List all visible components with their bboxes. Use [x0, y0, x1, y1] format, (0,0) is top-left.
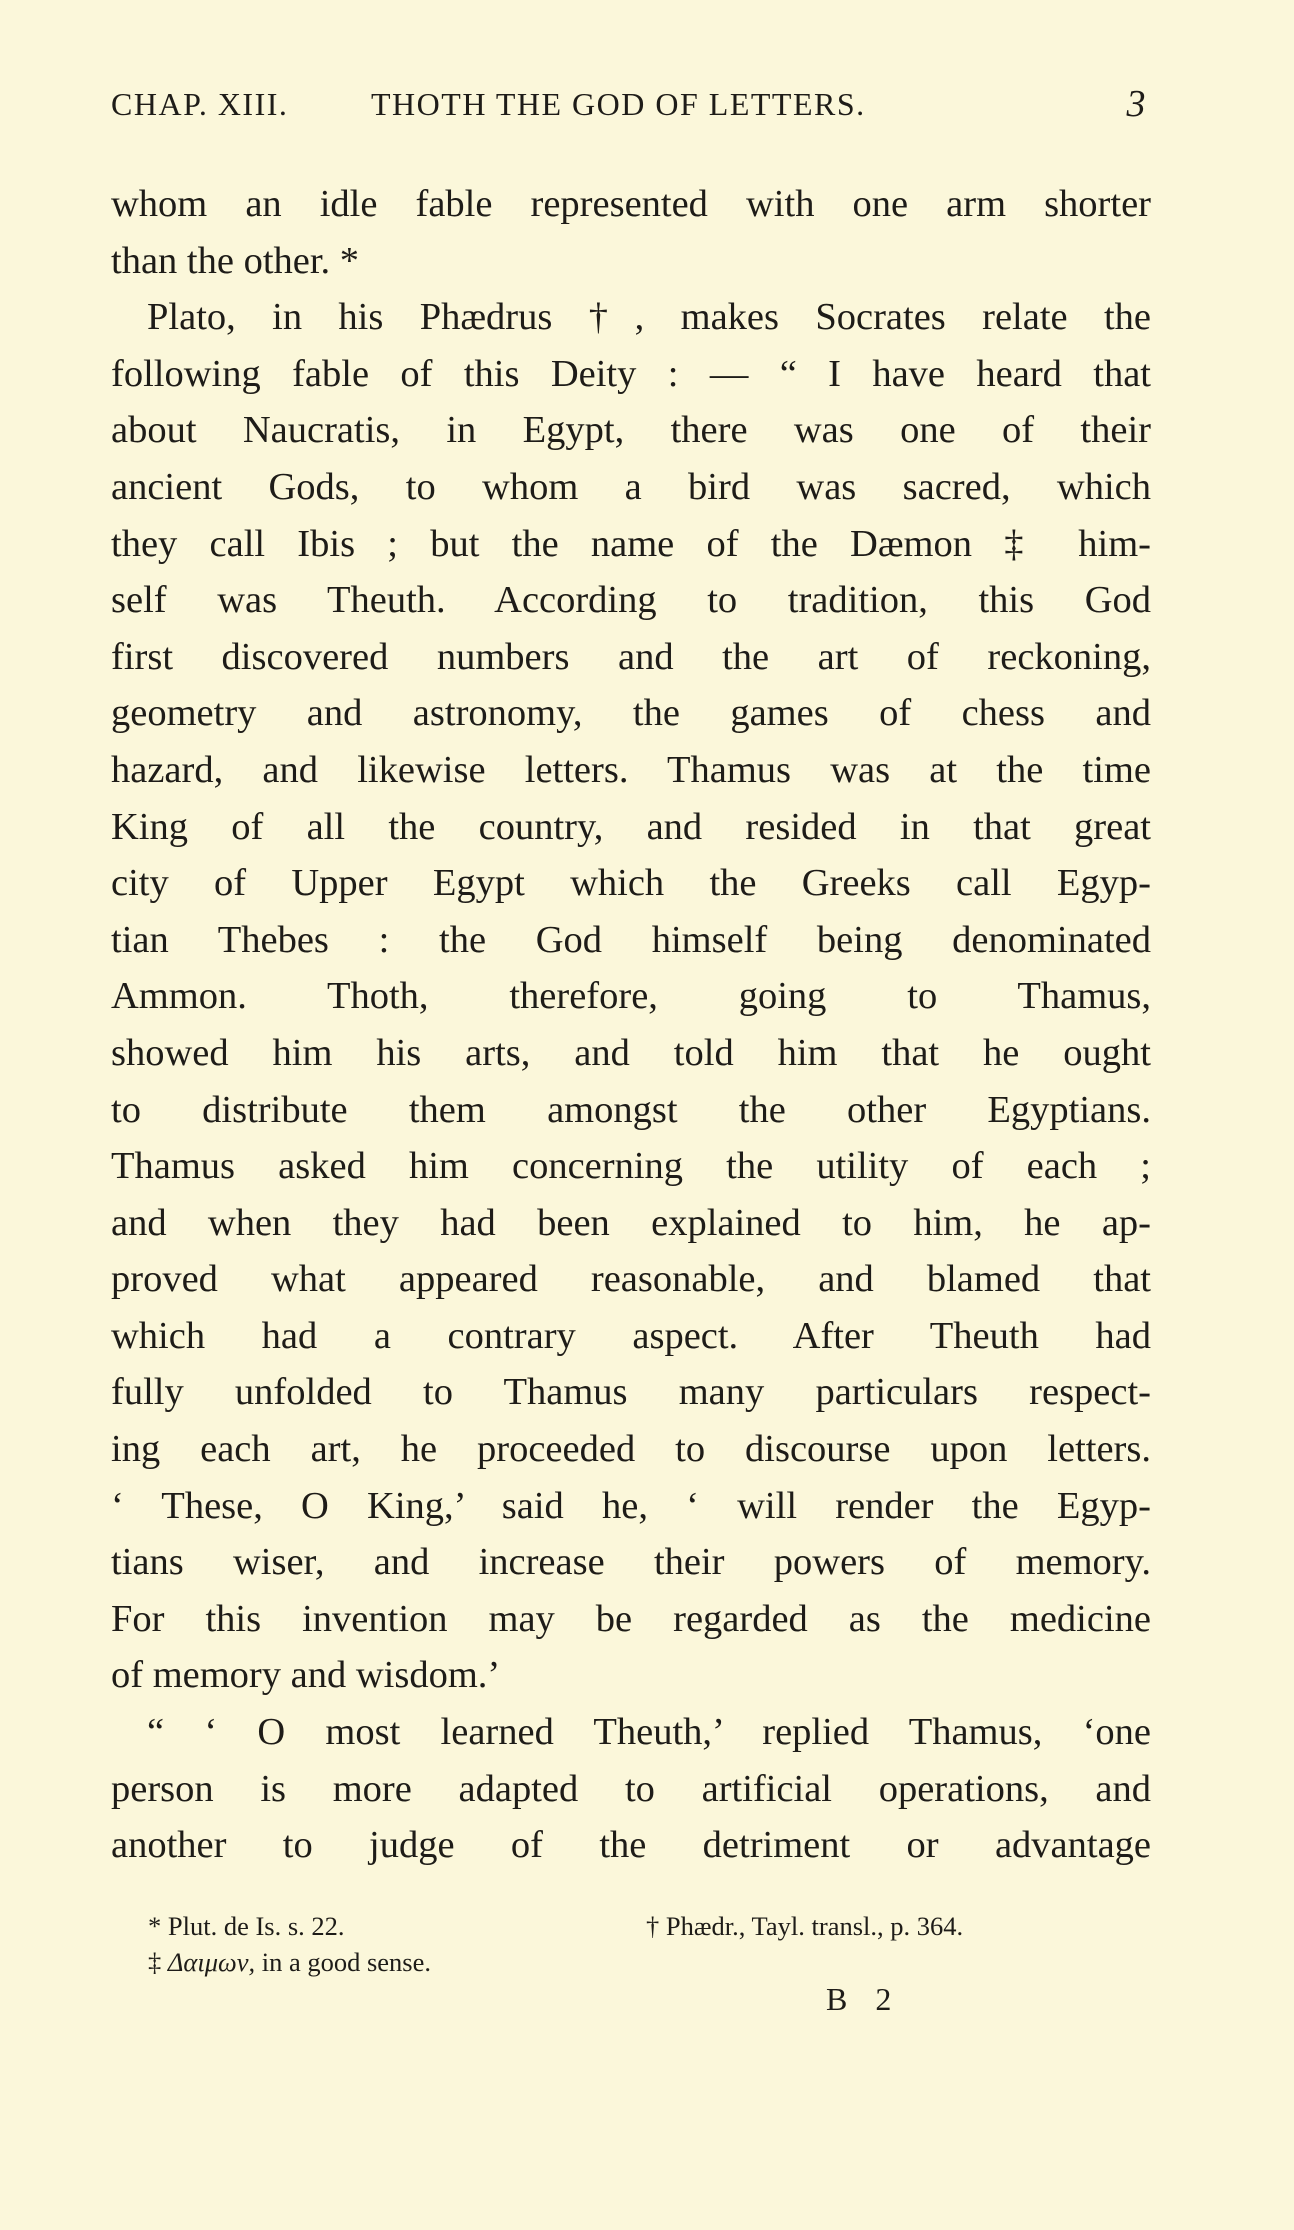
- text-line: ‘ These, O King,’ said he, ‘ will render the Egyp-: [111, 1484, 1151, 1527]
- text-line: King of all the country, and resided in that great: [111, 805, 1151, 848]
- page-number: 3: [1126, 83, 1147, 125]
- text-line: Plato, in his Phædrus †, makes Socrates relate the: [147, 296, 1151, 339]
- running-title: THOTH THE GOD OF LETTERS.: [371, 86, 866, 122]
- footnote-text: in a good sense.: [261, 1947, 432, 1977]
- signature-mark: B 2: [826, 1981, 902, 2017]
- text-line: they call Ibis ; but the name of the Dæmon ‡ him-: [111, 522, 1151, 565]
- text-line: self was Theuth. According to tradition, this God: [111, 579, 1151, 622]
- chapter-label: CHAP. XIII.: [111, 86, 289, 122]
- text-line: which had a contrary aspect. After Theuth had: [111, 1314, 1151, 1357]
- text-line: fully unfolded to Thamus many particulars respect-: [111, 1371, 1151, 1414]
- text-line: first discovered numbers and the art of reckoning,: [111, 635, 1151, 678]
- footnote-daimon: [148, 1947, 431, 1978]
- text-line: and when they had been explained to him, he ap-: [111, 1201, 1151, 1244]
- body-text: [111, 176, 1151, 1874]
- text-line: of memory and wisdom.’: [111, 1654, 501, 1697]
- text-line: showed him his arts, and told him that he ought: [111, 1031, 1151, 1074]
- greek-word: Δαιμων,: [167, 1947, 256, 1977]
- text-line: about Naucratis, in Egypt, there was one of their: [111, 409, 1151, 452]
- footnote-phaedrus: † Phædr., Tayl. transl., p. 364.: [646, 1911, 964, 1941]
- text-line: Ammon. Thoth, therefore, going to Thamus,: [111, 975, 1151, 1018]
- text-line: Thamus asked him concerning the utility of each ;: [111, 1145, 1151, 1188]
- text-line: proved what appeared reasonable, and blamed that: [111, 1258, 1151, 1301]
- text-line: tian Thebes : the God himself being denominated: [111, 918, 1151, 961]
- text-line: ancient Gods, to whom a bird was sacred, which: [111, 465, 1151, 508]
- text-line: city of Upper Egypt which the Greeks call Egyp-: [111, 862, 1151, 905]
- text-line: tians wiser, and increase their powers of memory.: [111, 1541, 1151, 1584]
- text-line: than the other. *: [111, 239, 360, 282]
- text-line: to distribute them amongst the other Egyptians.: [111, 1088, 1151, 1131]
- footnote-plutarch: * Plut. de Is. s. 22.: [148, 1911, 345, 1941]
- text-line: ing each art, he proceeded to discourse upon letters.: [111, 1428, 1151, 1471]
- text-line: whom an idle fable represented with one arm shorter: [111, 183, 1151, 225]
- text-line: “ ‘ O most learned Theuth,’ replied Thamus, ‘one: [147, 1711, 1151, 1754]
- footnote-mark: ‡: [148, 1947, 162, 1977]
- running-header: [111, 83, 1147, 136]
- text-line: hazard, and likewise letters. Thamus was at the time: [111, 748, 1151, 791]
- text-line: geometry and astronomy, the games of chess and: [111, 692, 1151, 735]
- text-line: following fable of this Deity : — “ I have heard that: [111, 352, 1151, 395]
- text-line: For this invention may be regarded as the medicine: [111, 1597, 1151, 1640]
- text-line: another to judge of the detriment or advantage: [111, 1824, 1151, 1867]
- text-line: person is more adapted to artificial operations, and: [111, 1767, 1151, 1810]
